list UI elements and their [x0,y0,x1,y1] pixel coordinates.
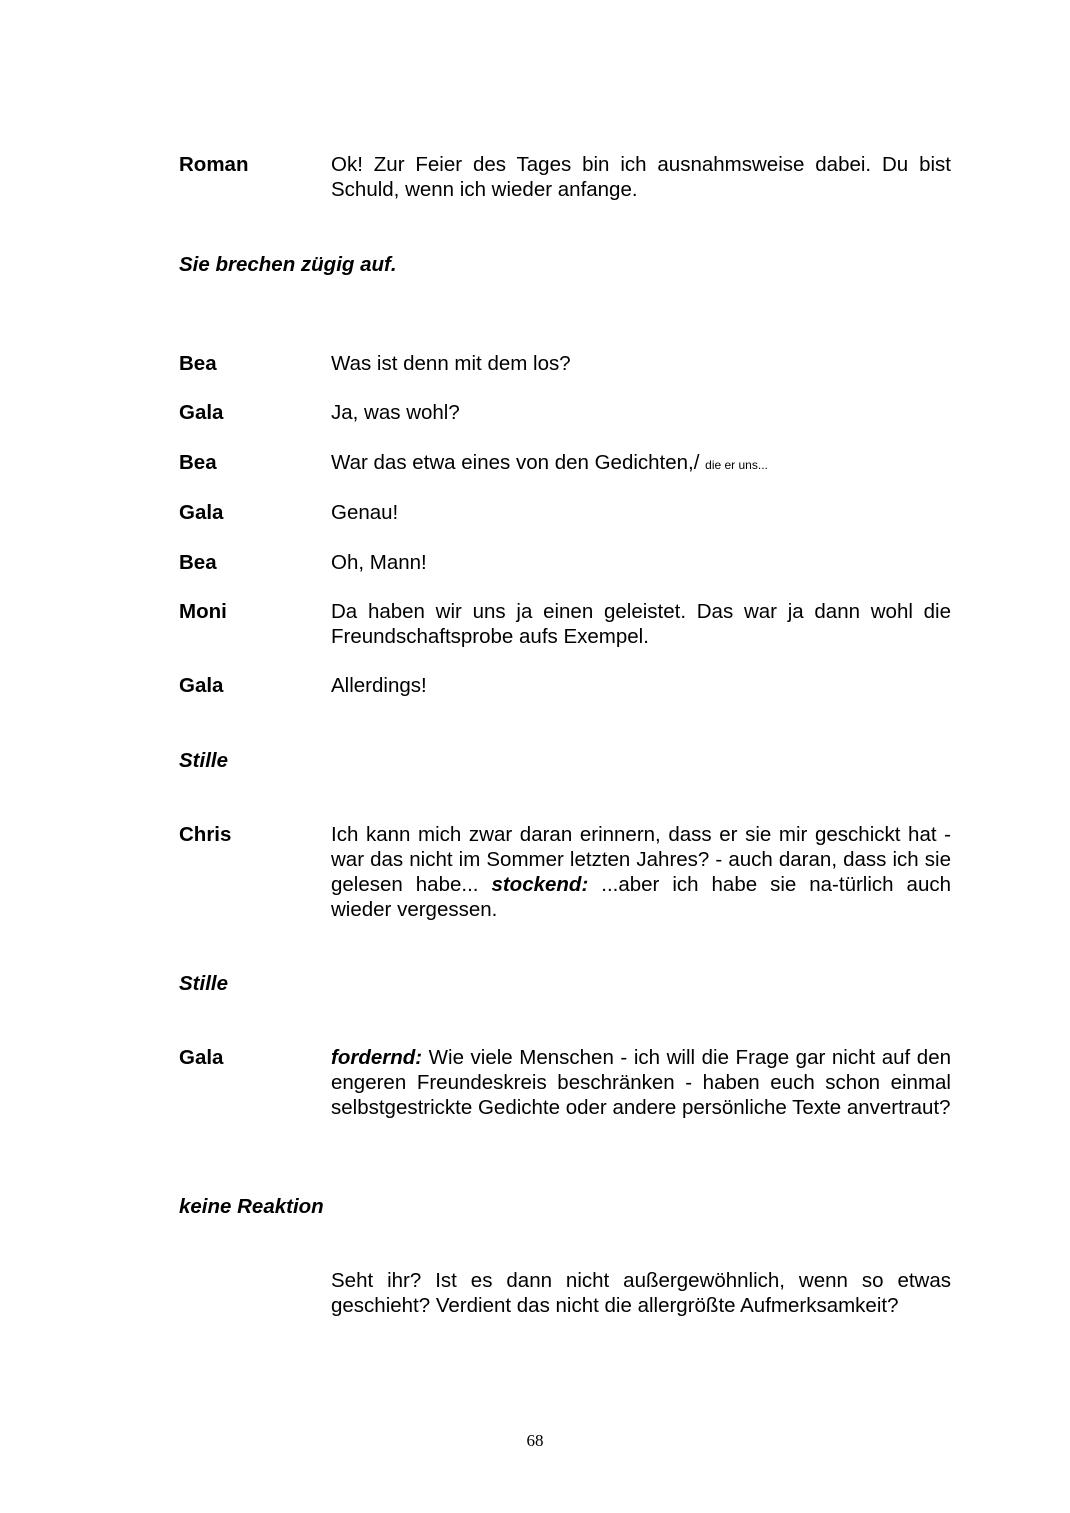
speaker-name: Bea [179,451,217,474]
speaker-name: Gala [179,401,224,424]
speaker-name: Gala [179,501,224,524]
speaker-name: Roman [179,153,249,176]
dialogue-text: Genau! [331,501,399,524]
speaker-name: Moni [179,600,227,623]
dialogue-text [331,822,951,922]
dialogue-text: Seht ihr? Ist es dann nicht außergewöhnlich, wenn so etwas geschieht? Verdient das nicht die allergrößte Aufmerksamkeit? [331,1269,951,1317]
acting-cue: stockend: [491,873,589,896]
dialogue-text [331,1045,951,1120]
dialogue-text-part: Ich kann mich zwar daran erinnern, dass er sie mir geschickt hat - war das nicht im Sommer letzten Jahres? - auch daran, dass ich sie gelesen habe... [331,823,951,896]
dialogue-main-text: War das etwa eines von den Gedichten,/ [331,451,706,474]
acting-cue: fordernd: [331,1046,423,1069]
speaker-name: Gala [179,1046,224,1069]
dialogue-text [331,450,951,478]
speaker-name: Bea [179,352,217,375]
page-number: 68 [526,1431,544,1450]
dialogue-text: Allerdings! [331,674,427,697]
dialogue-text-part: Wie viele Menschen - ich will die Frage gar nicht auf den engeren Freundeskreis beschränken - haben euch schon einmal selbstgestrickte Gedichte oder andere persönliche Texte anvertraut? [331,1046,951,1119]
speaker-name: Chris [179,823,232,846]
speaker-name: Gala [179,674,224,697]
dialogue-text: Ja, was wohl? [331,401,460,424]
dialogue-text: Ok! Zur Feier des Tages bin ich ausnahmsweise dabei. Du bist Schuld, wenn ich wieder anfange. [331,153,951,201]
stage-direction: Stille [179,972,228,995]
dialogue-text: Oh, Mann! [331,551,427,574]
stage-direction: keine Reaktion [179,1195,324,1218]
dialogue-text: Was ist denn mit dem los? [331,352,571,375]
speaker-name: Bea [179,551,217,574]
dialogue-text: Da haben wir uns ja einen geleistet. Das war ja dann wohl die Freundschaftsprobe aufs Exempel. [331,600,951,648]
dialogue-text-part: ...aber ich habe sie na-türlich auch wieder vergessen. [331,873,951,921]
stage-direction: Stille [179,749,228,772]
dialogue-aside-text: die er uns... [705,458,768,472]
stage-direction: Sie brechen zügig auf. [179,253,397,276]
